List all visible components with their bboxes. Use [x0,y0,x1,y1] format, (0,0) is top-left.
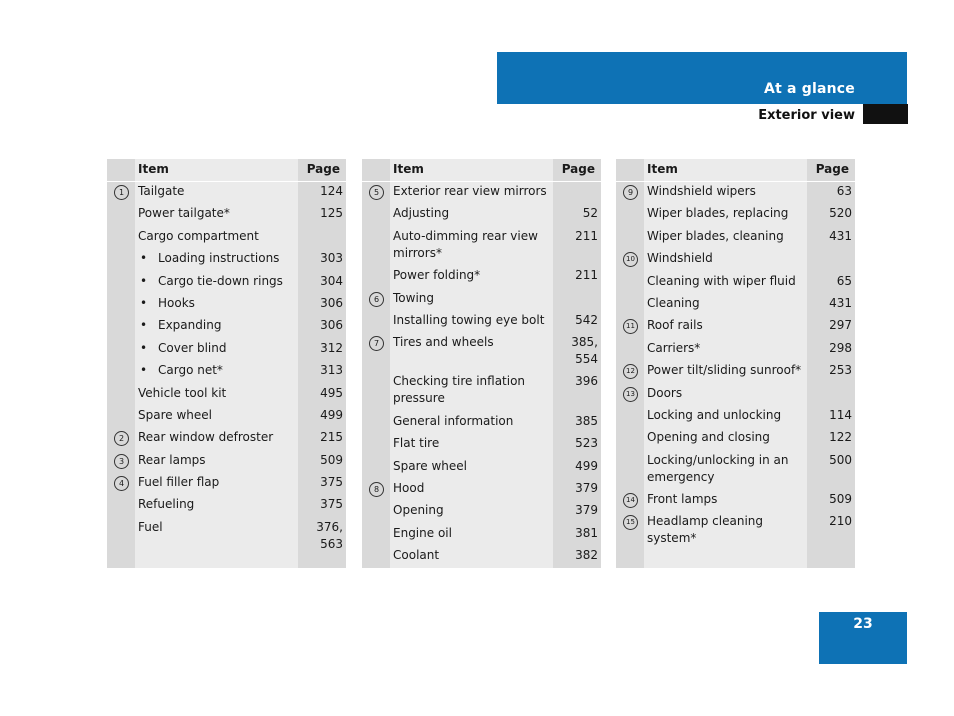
item-label: Cleaning with wiper fluid [647,273,796,288]
page-reference: 211 [575,228,598,243]
table-row [362,290,601,312]
item-number-marker: 9 [623,185,638,200]
item-number-marker: 11 [623,319,638,334]
table-row [362,502,601,524]
table-row [107,407,346,429]
index-table-1 [107,159,346,568]
page-reference: 211 [575,268,598,283]
page-reference: 500 [829,452,852,467]
page-reference: 495 [320,385,343,400]
item-label: Tires and wheels [393,335,494,350]
table-row [107,519,346,558]
column-header-item: Item [647,162,678,176]
page-number-box [819,612,907,664]
table-row [616,429,855,451]
item-number-marker: 1 [114,185,129,200]
item-label: Power tailgate* [138,206,230,221]
page-reference: 379 [575,503,598,518]
item-number-marker: 10 [623,252,638,267]
item-label: Flat tire [393,436,440,451]
table-rows [362,183,601,569]
page-reference: 313 [320,363,343,378]
item-label: Cargo compartment [138,228,259,243]
table-row [616,340,855,362]
item-number-marker: 4 [114,476,129,491]
table-row [107,228,346,250]
section-title: At a glance [764,81,855,97]
table-row [362,435,601,457]
table-row [616,273,855,295]
table-row [616,250,855,272]
item-label: Locking/unlocking in an emergency [647,452,789,484]
item-label: Adjusting [393,206,450,221]
column-header-page: Page [306,162,340,176]
page-reference: 122 [829,430,852,445]
page-reference: 253 [829,363,852,378]
table-row [362,267,601,289]
table-row [107,474,346,496]
item-label: Spare wheel [138,407,212,422]
table-row [107,452,346,474]
page-reference: 298 [829,340,852,355]
subsection-title: Exterior view [758,108,855,123]
page-reference: 379 [575,480,598,495]
table-row [362,547,601,569]
table-row [616,362,855,384]
table-row [362,525,601,547]
page-reference: 385, 554 [571,335,598,367]
index-table-2 [362,159,601,568]
item-label: Towing [393,290,435,305]
item-number-marker: 6 [369,292,384,307]
item-label: Fuel filler flap [138,475,220,490]
column-header-page: Page [815,162,849,176]
table-row [616,228,855,250]
item-label: • Cargo net* [138,362,294,384]
table-row [107,250,346,272]
item-label: Refueling [138,497,195,512]
page-reference: 381 [575,525,598,540]
table-row [616,513,855,552]
item-label: Windshield [647,251,713,266]
table-row [616,295,855,317]
item-number-marker: 15 [623,515,638,530]
table-row [616,205,855,227]
item-label: • Cover blind [138,340,294,362]
page-reference: 396 [575,374,598,389]
item-label: Tailgate [138,184,185,198]
page-reference: 125 [320,206,343,221]
item-label: Coolant [393,548,440,563]
page-reference: 499 [575,458,598,473]
page-reference: 385 [575,413,598,428]
page-reference: 542 [575,312,598,327]
table-row [362,205,601,227]
item-label: Spare wheel [393,458,467,473]
item-label: Power tilt/sliding sunroof* [647,363,802,378]
item-number-marker: 7 [369,336,384,351]
item-label: Rear lamps [138,452,206,467]
item-label: Hood [393,480,425,495]
page-reference: 382 [575,548,598,563]
table-row [107,385,346,407]
table-row [362,334,601,373]
table-row [362,373,601,412]
page-reference: 52 [582,206,598,221]
page-reference: 304 [320,273,343,288]
item-label: Power folding* [393,268,481,283]
page-reference: 376, 563 [316,519,343,551]
table-row [362,458,601,480]
table-row [616,407,855,429]
table-row [362,228,601,267]
table-row [616,183,855,205]
table-row [616,385,855,407]
column-header-item: Item [138,162,169,176]
item-label: Opening and closing [647,430,770,445]
page-reference: 509 [829,492,852,507]
table-row [107,340,346,362]
table-rows [616,183,855,553]
page-reference: 215 [320,430,343,445]
table-row [362,312,601,334]
item-label: Engine oil [393,525,452,540]
table-row [107,496,346,518]
item-label: Cleaning [647,295,700,310]
column-header-item: Item [393,162,424,176]
table-row [107,183,346,205]
page-reference: 306 [320,295,343,310]
item-number-marker: 2 [114,431,129,446]
page-reference: 431 [829,228,852,243]
item-label: General information [393,413,514,428]
table-row [616,452,855,491]
item-label: Doors [647,385,683,400]
table-row [107,295,346,317]
item-label: Roof rails [647,318,703,333]
table-row [107,429,346,451]
page-reference: 431 [829,295,852,310]
subsection-marker [863,104,908,124]
page-reference: 375 [320,475,343,490]
item-number-marker: 13 [623,387,638,402]
page-reference: 124 [320,184,343,198]
page-reference: 520 [829,206,852,221]
page-reference: 303 [320,251,343,266]
item-label: • Hooks [138,295,294,317]
item-label: Rear window defroster [138,430,274,445]
section-header-bar [497,52,907,104]
page-number: 23 [853,616,873,632]
table-row [362,480,601,502]
item-label: Locking and unlocking [647,407,782,422]
item-label: Windshield wipers [647,184,756,198]
page-reference: 297 [829,318,852,333]
page-reference: 210 [829,514,852,529]
page-reference: 312 [320,340,343,355]
item-label: Headlamp cleaning system* [647,514,764,546]
item-number-marker: 12 [623,364,638,379]
table-row [362,183,601,205]
item-label: Wiper blades, replacing [647,206,789,221]
page-reference: 63 [836,184,852,198]
table-row [107,273,346,295]
item-label: Vehicle tool kit [138,385,227,400]
item-label: Fuel [138,519,163,534]
table-row [107,205,346,227]
table-row [107,362,346,384]
page-reference: 375 [320,497,343,512]
table-row [362,413,601,435]
column-header-page: Page [561,162,595,176]
item-number-marker: 5 [369,185,384,200]
table-row [616,491,855,513]
table-rows [107,183,346,558]
page-reference: 306 [320,318,343,333]
page-reference: 114 [829,407,852,422]
table-row [616,317,855,339]
item-label: Wiper blades, cleaning [647,228,784,243]
table-row [107,317,346,339]
item-label: Exterior rear view mirrors [393,184,547,198]
item-label: Installing towing eye bolt [393,312,545,327]
item-label: Front lamps [647,492,718,507]
item-number-marker: 14 [623,493,638,508]
item-label: Carriers* [647,340,701,355]
page-reference: 509 [320,452,343,467]
page-reference: 523 [575,436,598,451]
item-label: Checking tire inflation pressure [393,374,526,406]
page-reference: 65 [836,273,852,288]
index-table-3 [616,159,855,568]
item-label: • Loading instructions [138,250,294,272]
item-number-marker: 8 [369,482,384,497]
page-reference: 499 [320,407,343,422]
item-label: Auto-dimming rear view mirrors* [393,228,538,260]
item-label: Opening [393,503,444,518]
item-label: • Expanding [138,317,294,339]
item-number-marker: 3 [114,454,129,469]
item-label: • Cargo tie-down rings [138,273,294,295]
